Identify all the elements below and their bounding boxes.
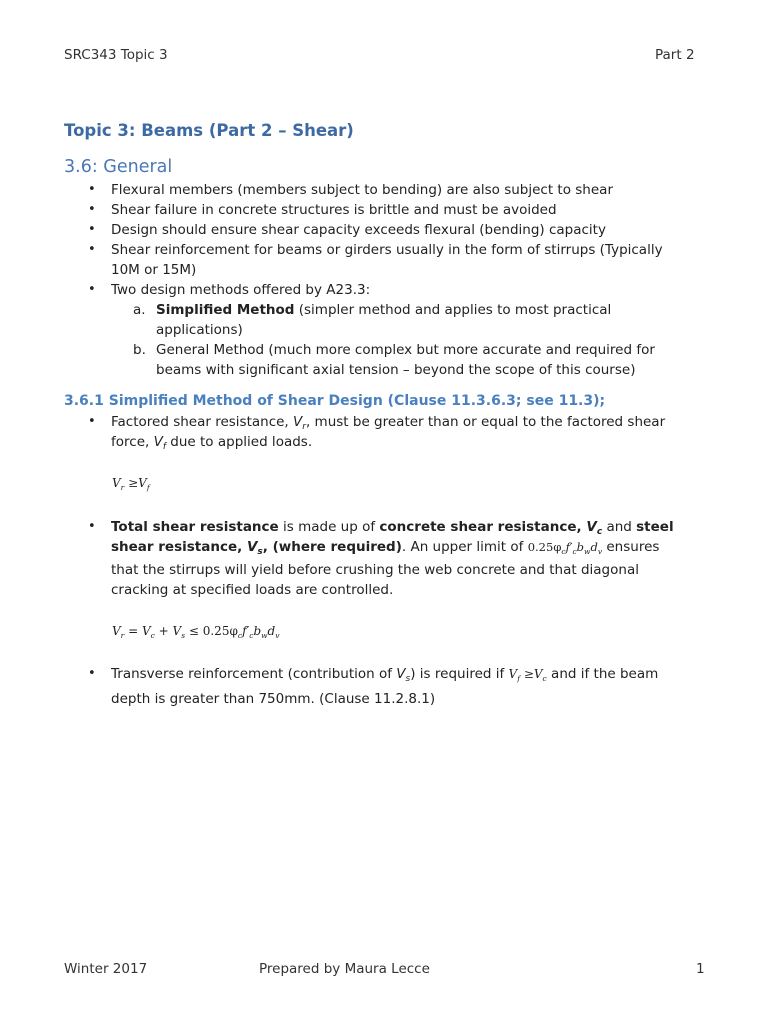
- page-number: 1: [696, 961, 705, 977]
- header-right: Part 2: [655, 47, 695, 63]
- bullet-marker: •: [88, 414, 96, 429]
- list-item: Shear failure in concrete structures is brittle and must be avoided: [111, 202, 557, 218]
- factored-resistance-line1: Factored shear resistance, $V_r$, must be greater than or equal to the factored shear: [111, 414, 666, 432]
- bullet-marker: •: [88, 282, 96, 297]
- total-shear-line2: shear resistance, $V_s$, (where required). An upper limit of $0.25\varphi_cf'_cb_wd_v$ ensures: [111, 539, 660, 557]
- list-item: Shear reinforcement for beams or girders usually in the form of stirrups (Typically: [111, 242, 663, 258]
- factored-resistance-line2: force, $V_f$ due to applied loads.: [111, 434, 313, 452]
- list-item-continuation: 10M or 15M): [111, 262, 197, 278]
- bullet-marker: •: [88, 519, 96, 534]
- transverse-line1: Transverse reinforcement (contribution of $V_s$) is required if $V_f \ge V_c$ and if the beam: [111, 666, 659, 684]
- sublist-item-b-continuation: beams with significant axial tension – beyond the scope of this course): [156, 362, 636, 378]
- footer-center: Prepared by Maura Lecce: [259, 961, 430, 977]
- sublist-item-a-continuation: applications): [156, 322, 243, 338]
- sublist-item-a: Simplified Method (simpler method and applies to most practical: [156, 302, 612, 318]
- equation-shear-resistance: $V_r = V_c + V_s \le 0.25\varphi_cf'_cb_wd_v$: [112, 624, 280, 640]
- total-shear-line3: that the stirrups will yield before crushing the web concrete and that diagonal: [111, 562, 639, 578]
- list-item: Two design methods offered by A23.3:: [111, 282, 371, 298]
- header-left: SRC343 Topic 3: [64, 47, 168, 63]
- equation-vr-ge-vf: $V_r \ge V_f$: [112, 476, 150, 492]
- bullet-marker: •: [88, 242, 96, 257]
- section-title: 3.6: General: [64, 157, 173, 177]
- sublist-marker-b: b.: [133, 342, 146, 358]
- total-shear-line4: cracking at specified loads are controlled.: [111, 582, 394, 598]
- transverse-line2: depth is greater than 750mm. (Clause 11.2.8.1): [111, 691, 436, 707]
- subsection-title: 3.6.1 Simplified Method of Shear Design (Clause 11.3.6.3; see 11.3);: [64, 393, 606, 409]
- sublist-item-b: General Method (much more complex but more accurate and required for: [156, 342, 655, 358]
- list-item: Flexural members (members subject to bending) are also subject to shear: [111, 182, 613, 198]
- bullet-marker: •: [88, 222, 96, 237]
- topic-title: Topic 3: Beams (Part 2 – Shear): [64, 121, 354, 140]
- bullet-marker: •: [88, 182, 96, 197]
- bullet-marker: •: [88, 202, 96, 217]
- sublist-marker-a: a.: [133, 302, 146, 318]
- upper-limit-formula: $0.25\varphi_cf'_cb_wd_v$: [527, 540, 603, 556]
- footer-left: Winter 2017: [64, 961, 148, 977]
- simplified-method-label: Simplified Method: [156, 302, 295, 318]
- condition-vf-ge-vc: $V_f \ge V_c$: [508, 667, 547, 683]
- total-shear-line1: Total shear resistance is made up of concrete shear resistance, $V_c$ and steel: [111, 519, 674, 537]
- bullet-marker: •: [88, 666, 96, 681]
- list-item: Design should ensure shear capacity exceeds flexural (bending) capacity: [111, 222, 606, 238]
